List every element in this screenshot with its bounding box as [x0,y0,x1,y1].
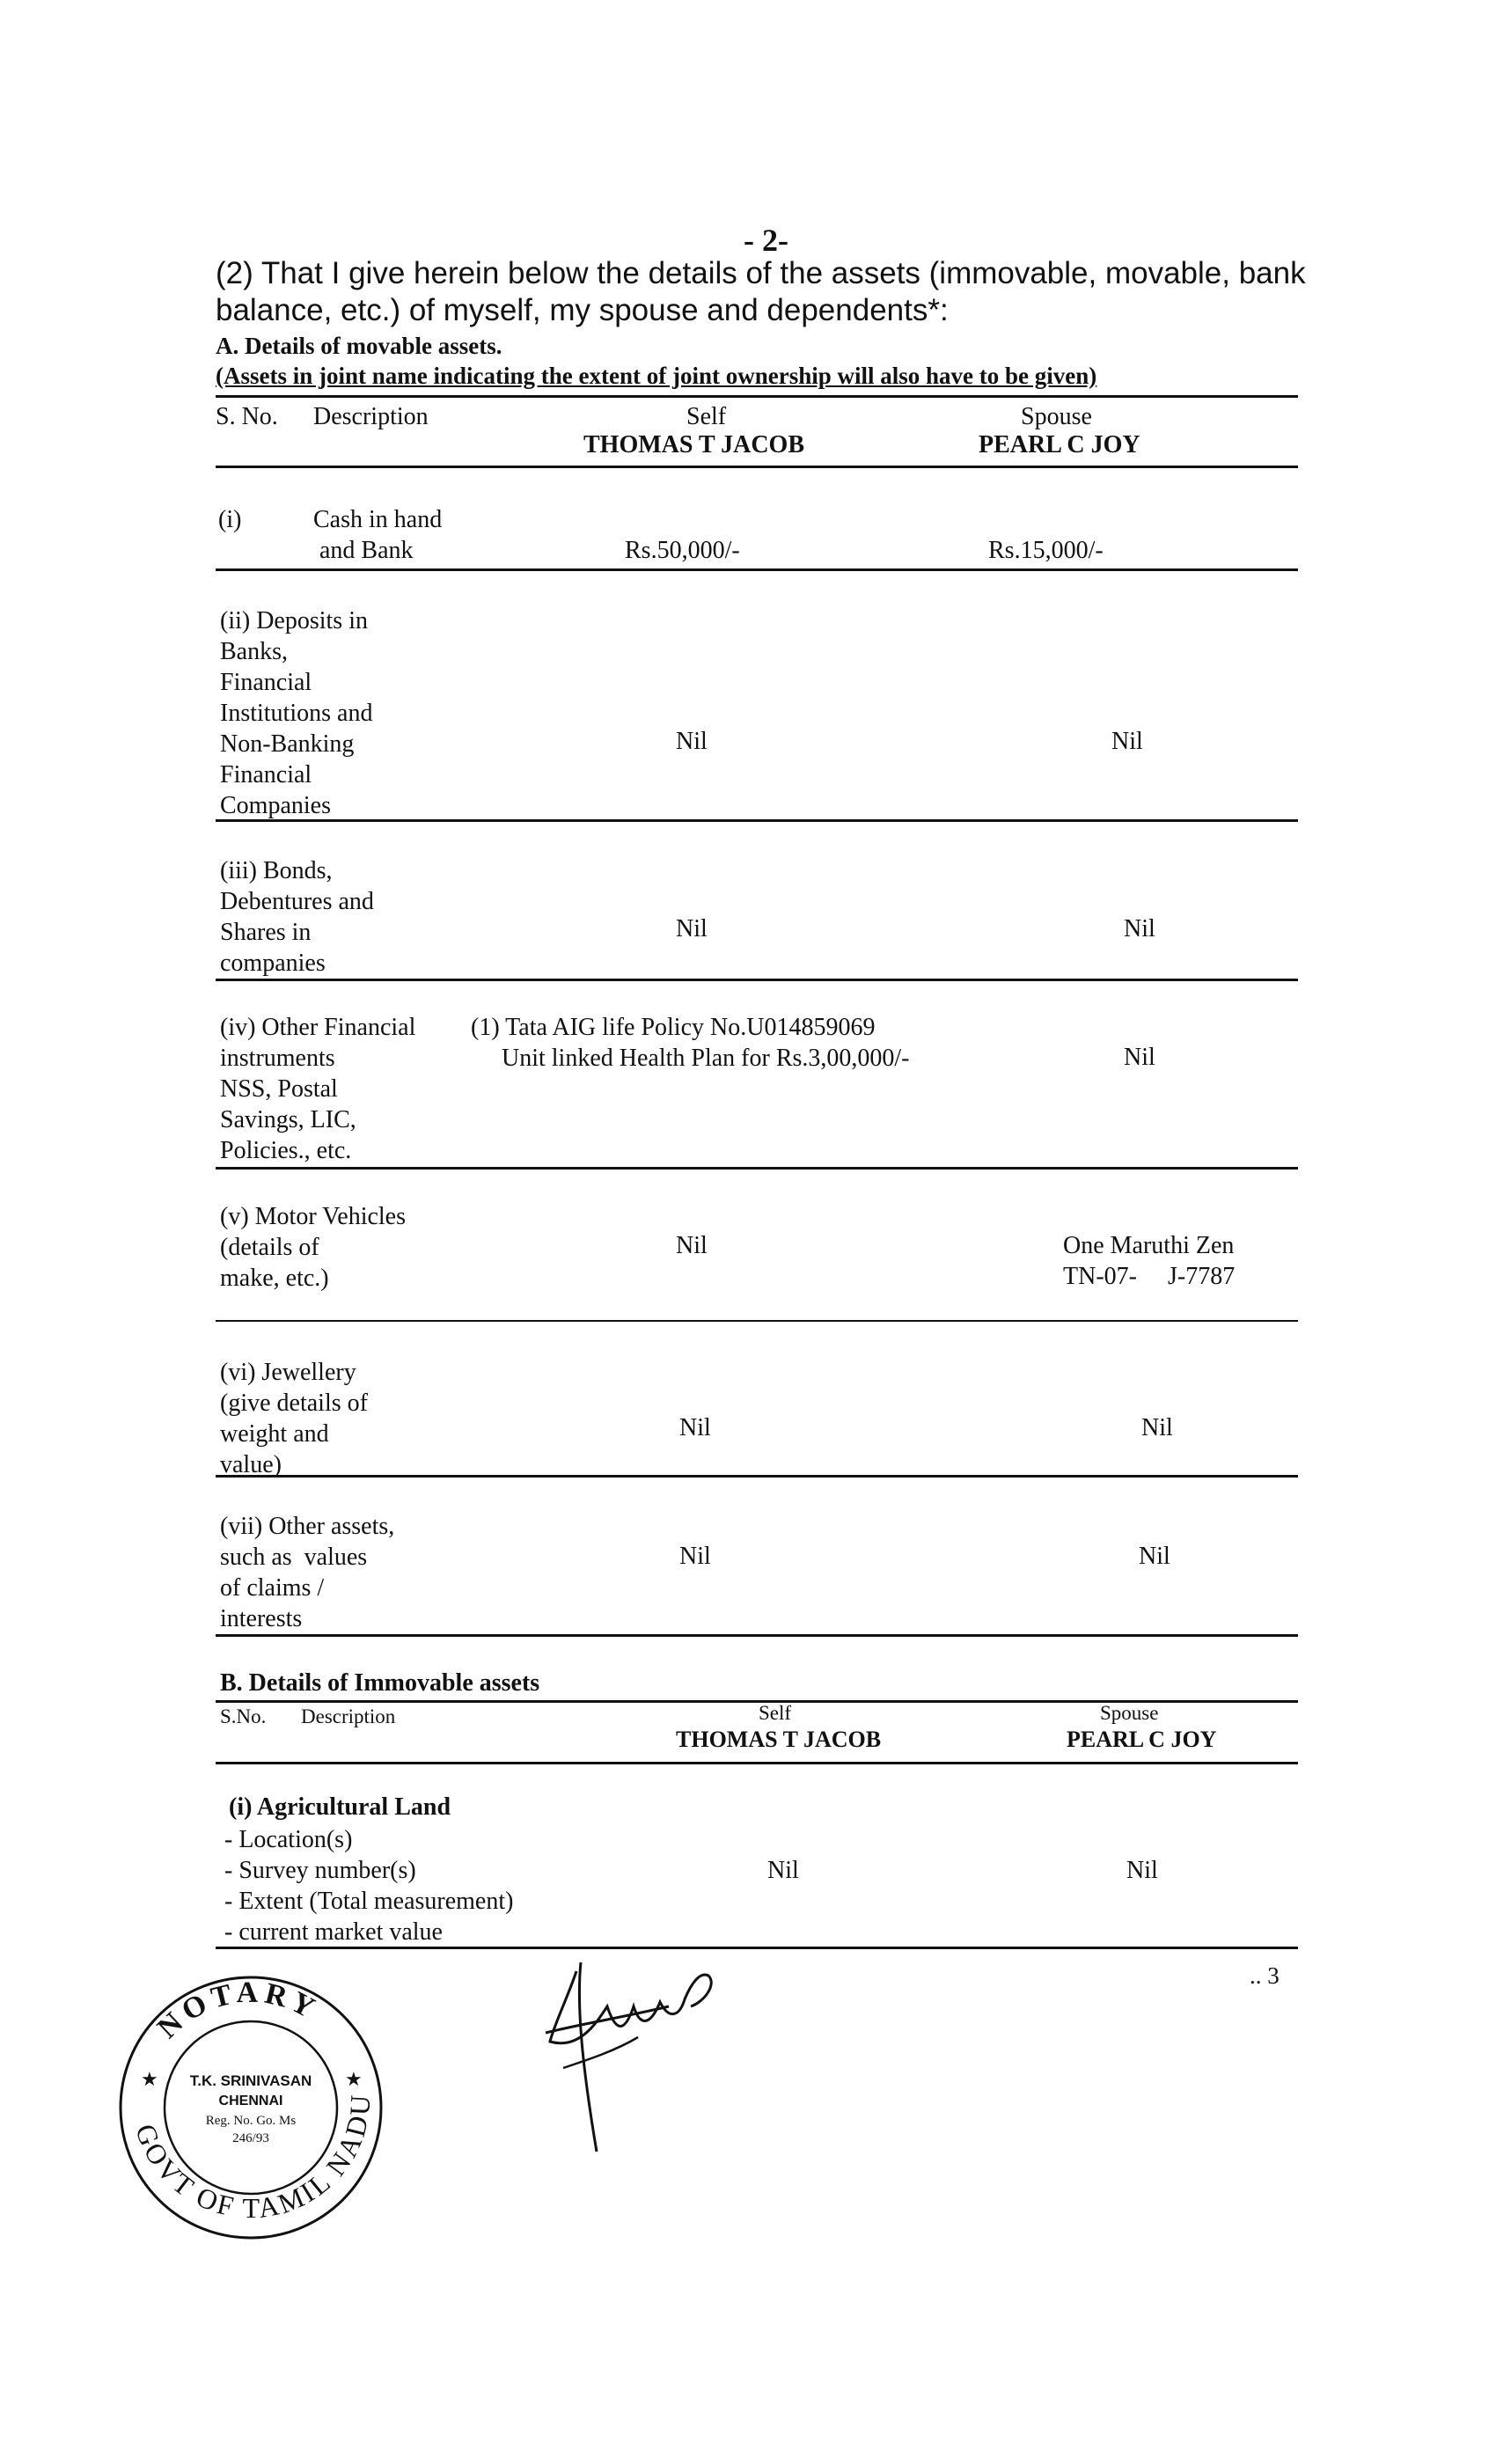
row-self-value: Nil [767,1857,799,1884]
svg-text:★: ★ [345,2068,363,2090]
row-self-value: Nil [679,1543,711,1570]
row-self-value: Nil [679,1414,711,1441]
col-spouse-header: Spouse [1021,403,1092,430]
row-self-value: Rs.50,000/- [625,537,740,564]
stamp-regno: 246/93 [232,2131,269,2145]
row-self-value: Nil [676,1232,708,1259]
row-description: (iii) Bonds, Debentures and Shares in companies [220,857,374,977]
divider [216,1947,1298,1949]
col-sno-header: S. No. [216,403,278,430]
row-spouse-value: Nil [1141,1414,1173,1441]
divider [216,395,1298,398]
col-self-header: Self [686,403,727,430]
spouse-name: PEARL C JOY [979,431,1140,458]
intro-paragraph: (2) That I give herein below the details of the assets (immovable, movable, bank balance, etc.) of myself, my spouse and dependents*: [216,256,1306,327]
row-description: Cash in hand and Bank [313,506,443,564]
row-self-value: Nil [676,915,708,942]
row-spouse-value: Nil [1126,1857,1158,1884]
signature-icon [528,1936,757,2165]
divider [216,1634,1298,1637]
col-sno-header: S.No. [220,1705,267,1727]
row-title: (i) Agricultural Land [229,1793,451,1821]
section-a-note: (Assets in joint name indicating the extent of joint ownership will also have to be given) [216,363,1097,389]
self-name: THOMAS T JACOB [676,1727,882,1752]
row-description: (ii) Deposits in Banks, Financial Institutions and Non-Banking Financial Companies [220,607,373,819]
row-description: - Location(s) - Survey number(s) - Extent (Total measurement) - current market value [224,1826,514,1946]
svg-text:★: ★ [141,2068,158,2090]
divider [216,1475,1298,1478]
row-self-value: Nil [676,728,708,755]
row-number: (i) [218,506,242,533]
section-b-title: B. Details of Immovable assets [220,1669,540,1697]
row-spouse-value: Rs.15,000/- [988,537,1104,564]
col-description-header: Description [301,1705,396,1727]
notary-stamp-icon [106,1954,396,2244]
stamp-top-text: NOTARY [151,1976,325,2045]
row-description: (v) Motor Vehicles (details of make, etc.) [220,1203,406,1292]
row-spouse-value: Nil [1139,1543,1170,1570]
row-self-value: (1) Tata AIG life Policy No.U014859069 Unit linked Health Plan for Rs.3,00,000/- [471,1014,910,1072]
stamp-name: T.K. SRINIVASAN [189,2072,312,2089]
divider [216,1762,1298,1764]
page-number: - 2- [744,223,788,258]
stamp-bottom-text: GOVT OF TAMIL NADU [129,2091,377,2225]
spouse-name: PEARL C JOY [1067,1727,1217,1752]
divider [216,568,1298,571]
row-description: (vii) Other assets, such as values of claims / interests [220,1513,395,1632]
row-description: (iv) Other Financial instruments NSS, Postal Savings, LIC, Policies., etc. [220,1014,416,1164]
col-spouse-header: Spouse [1100,1702,1159,1724]
row-spouse-value: Nil [1124,915,1155,942]
next-page-indicator: .. 3 [1250,1962,1280,1989]
row-spouse-value: Nil [1124,1044,1155,1071]
row-description: (vi) Jewellery (give details of weight and value) [220,1359,368,1478]
divider [216,466,1298,468]
stamp-reg: Reg. No. Go. Ms [205,2114,297,2128]
col-self-header: Self [759,1702,792,1724]
stamp-city: CHENNAI [218,2094,283,2108]
col-description-header: Description [313,403,429,430]
divider [216,979,1298,981]
self-name: THOMAS T JACOB [583,431,805,458]
row-spouse-value: Nil [1111,728,1143,755]
divider [216,1320,1298,1322]
divider [216,819,1298,822]
divider [216,1167,1298,1170]
row-spouse-value: One Maruthi Zen TN-07- J-7787 [1063,1232,1236,1290]
section-a-title: A. Details of movable assets. [216,333,502,359]
